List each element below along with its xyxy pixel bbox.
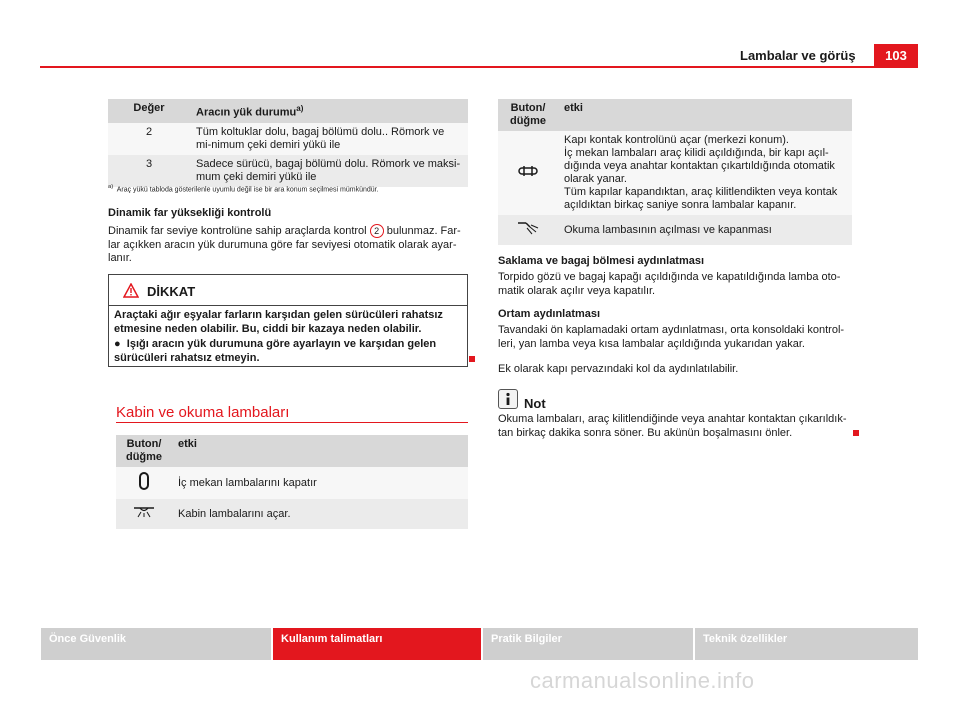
right-table (498, 99, 852, 245)
dynamic-text: Dinamik far seviye kontrolüne sahip araçlarda kontrol 2 bulunmaz. Far-lar açıkken aracın yük durumuna göre far seviyesi otomatik olarak ayar-lanır. (108, 225, 461, 264)
note-title: Not (524, 396, 546, 411)
section-rule (116, 422, 468, 423)
section-end-marker (853, 430, 859, 436)
load-table-header (108, 99, 468, 123)
control-marker: 2 (370, 224, 384, 238)
note-text: Okuma lambaları, araç kilitlendiğinde veya anahtar kontaktan çıkarıldık-tan birkaç dakika sonra söner. Bu akünün boşalmasını önler. (498, 413, 847, 439)
cabin-table (116, 435, 468, 529)
storage-title: Saklama ve bagaj bölmesi aydınlatması (498, 255, 705, 267)
table-row (108, 155, 468, 187)
note-icon (498, 389, 518, 409)
cabin-desc: Kabin lambalarını açar. (172, 499, 468, 529)
cabin-icon-cell (116, 499, 172, 529)
table-row (108, 123, 468, 155)
cabin-table-header (116, 435, 468, 467)
ambient-text-2: Ek olarak kapı pervazındaki kol da aydınlatılabilir. (498, 363, 739, 375)
cabin-desc: İç mekan lambalarını kapatır (172, 467, 468, 499)
reading-lamp-icon (517, 221, 539, 235)
cabin-section-title: Kabin ve okuma lambaları (116, 404, 290, 421)
info-i-icon (499, 390, 517, 408)
right-col-button: Buton/ düğme (498, 99, 558, 131)
warning-title: DİKKAT (147, 284, 196, 299)
watermark: carmanualsonline.info (530, 668, 755, 693)
load-value: 2 (108, 123, 190, 155)
cabin-icon-cell (116, 467, 172, 499)
right-icon-cell (498, 131, 558, 215)
door-contact-icon (517, 165, 539, 177)
load-desc: Tüm koltuklar dolu, bagaj bölümü dolu.. Römork ve mi-nimum çeki demiri yükü ile (190, 123, 468, 155)
page-header-title: Lambalar ve görüş (740, 48, 856, 63)
nav-tab-practical[interactable]: Pratik Bilgiler (483, 628, 693, 660)
right-icon-cell (498, 215, 558, 245)
load-table (108, 99, 468, 187)
table-row (498, 131, 852, 215)
load-desc: Sadece sürücü, bagaj bölümü dolu. Römork ve maksi-mum çeki demiri yükü ile (190, 155, 468, 187)
nav-tab-instructions[interactable]: Kullanım talimatları (273, 628, 481, 660)
right-table-header (498, 99, 852, 131)
storage-text: Torpido gözü ve bagaj kapağı açıldığında ve kapatıldığında lamba oto-matik olarak açılır veya kapatılır. (498, 271, 841, 297)
header-rule (40, 66, 918, 68)
interior-off-switch-icon (139, 472, 149, 490)
right-col-effect: etki (558, 99, 852, 131)
page-number: 103 (874, 44, 918, 68)
warning-body: Araçtaki ağır eşyalar farların karşıdan gelen sürücüleri rahatsız etmesine neden olabilir. Bu, ciddi bir kazaya neden olabilir. (114, 309, 443, 335)
warning-box (108, 274, 468, 367)
nav-tab-safety[interactable]: Önce Güvenlik (41, 628, 271, 660)
load-col-state: Aracın yük durumu$^{a)}$ (190, 99, 468, 123)
cabin-light-icon (133, 506, 155, 518)
warning-header (109, 275, 467, 306)
table-footnote: $^{a)}$ Araç yükü tabloda gösterilenle uyumlu değil ise bir ara konum seçilmesi mümkündür. (108, 184, 379, 194)
table-row (116, 467, 468, 499)
dynamic-title: Dinamik far yüksekliği kontrolü (108, 207, 272, 219)
warning-triangle-icon (123, 283, 139, 298)
table-row (116, 499, 468, 529)
ambient-title: Ortam aydınlatması (498, 308, 601, 320)
right-desc: Okuma lambasının açılması ve kapanması (558, 215, 852, 245)
load-value: 3 (108, 155, 190, 187)
nav-tab-technical[interactable]: Teknik özellikler (695, 628, 918, 660)
right-desc: Kapı kontak kontrolünü açar (merkezi konum). İç mekan lambaları araç kilidi açıldığında, bir kapı açıl-dığında veya anahtar kontaktan çıkartıldığında otomatik olarak yanar. Tüm kapılar kapandıktan, araç kilitlendikten veya kontak açıldıktan birkaç saniye sonra lambalar kapanır. (558, 131, 852, 215)
cabin-col-button: Buton/ düğme (116, 435, 172, 467)
table-row (498, 215, 852, 245)
ambient-text: Tavandaki ön kaplamadaki ortam aydınlatması, orta konsoldaki kontrol-leri, yan lamba veya kısa lambalar açıldığında yukarıdan yakar. (498, 324, 845, 350)
load-col-value: Değer (108, 99, 190, 123)
section-end-marker (469, 356, 475, 362)
cabin-col-effect: etki (172, 435, 468, 467)
warning-bullet: ● Işığı aracın yük durumuna göre ayarlayın ve karşıdan gelen sürücüleri rahatsız etmeyin. (114, 338, 437, 364)
